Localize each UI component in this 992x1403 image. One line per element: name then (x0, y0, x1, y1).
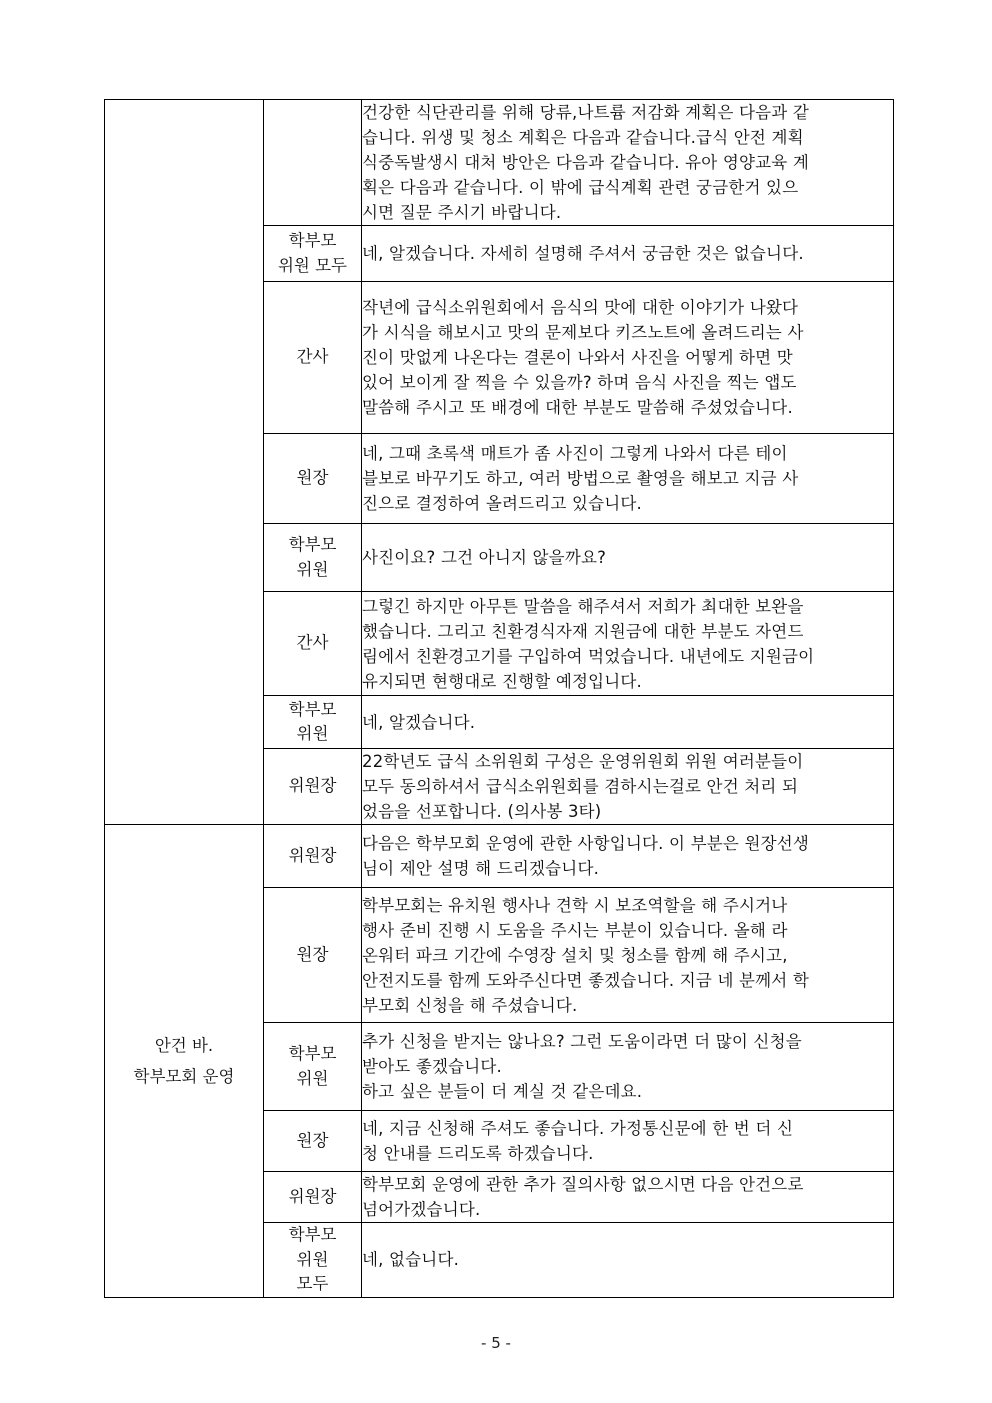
speech-line: 진이 맛없게 나온다는 결론이 나와서 사진을 어떻게 하면 맛 (362, 348, 793, 367)
speaker-cell (264, 1172, 362, 1223)
speech-cell (362, 696, 894, 749)
text-line: 위원 모두 (277, 255, 347, 275)
speech-line: 받아도 좋겠습니다. (362, 1057, 503, 1076)
text-line: 위원 (296, 724, 329, 743)
speech-line: 행사 준비 진행 시 도움을 주시는 부분이 있습니다. 올해 라 (362, 920, 788, 940)
speaker-cell (264, 1111, 362, 1172)
speaker-cell (264, 524, 362, 592)
speech-line: 림에서 친환경고기를 구입하여 먹었습니다. 내년에도 지원금이 (362, 646, 815, 666)
speaker-cell (264, 434, 362, 524)
text-line: 위원 (296, 1249, 329, 1269)
speech-line: 가 시식을 해보시고 맛의 문제보다 키즈노트에 올려드리는 사 (362, 323, 804, 342)
speech-cell (362, 1223, 894, 1298)
speaker-cell (264, 749, 362, 825)
speech-cell (362, 1111, 894, 1172)
speech-line: 진으로 결정하여 올려드리고 있습니다. (362, 494, 643, 513)
speech-line: 네, 알겠습니다. (362, 712, 476, 732)
speech-line: 다음은 학부모회 운영에 관한 사항입니다. 이 부분은 원장선생 (362, 834, 810, 853)
speech-line: 학부모회 운영에 관한 추가 질의사항 없으시면 다음 안건으로 (362, 1175, 804, 1194)
text-line: 위원장 (288, 845, 337, 865)
speech-cell (362, 888, 894, 1023)
meeting-minutes-table (104, 99, 894, 1298)
speech-line: 시면 질문 주시기 바랍니다. (362, 203, 562, 222)
speaker-cell (264, 226, 362, 282)
speech-line: 22학년도 급식 소위원회 구성은 운영위원회 위원 여러분들이 (362, 752, 804, 771)
speech-cell (362, 825, 894, 888)
speech-line: 네, 알겠습니다. 자세히 설명해 주셔서 궁금한 것은 없습니다. (362, 244, 804, 263)
speech-cell (362, 434, 894, 524)
text-line: 학부모 (288, 699, 337, 719)
speaker-cell (264, 592, 362, 696)
speech-line: 학부모회는 유치원 행사나 견학 시 보조역할을 해 주시거나 (362, 895, 788, 915)
speech-line: 네, 그때 초록색 매트가 좀 사진이 그렇게 나와서 다른 테이 (362, 444, 788, 463)
speech-line: 작년에 급식소위원회에서 음식의 맛에 대한 이야기가 나왔다 (362, 298, 799, 317)
speech-line: 었음을 선포합니다. (의사봉 3타) (362, 802, 602, 821)
text-line: 위원 (296, 1068, 329, 1088)
speaker-cell (264, 282, 362, 434)
text-line: 원장 (296, 1130, 329, 1150)
speaker-cell (264, 1223, 362, 1298)
speech-line: 네, 지금 신청해 주셔도 좋습니다. 가정통신문에 한 번 더 신 (362, 1119, 794, 1138)
speech-line: 추가 신청을 받지는 않나요? 그런 도움이라면 더 많이 신청을 (362, 1032, 802, 1051)
speech-line: 하고 싶은 분들이 더 계실 것 같은데요. (362, 1082, 643, 1101)
speech-line: 있어 보이게 잘 찍을 수 있을까? 하며 음식 사진을 찍는 앱도 (362, 373, 797, 392)
speaker-cell (264, 1023, 362, 1111)
text-line: 원장 (296, 944, 329, 964)
table-row (105, 825, 894, 888)
speech-line: 넘어가겠습니다. (362, 1200, 481, 1219)
speech-line: 온워터 파크 기간에 수영장 설치 및 청소를 함께 해 주시고, (362, 945, 788, 965)
speech-line: 청 안내를 드리도록 하겠습니다. (362, 1144, 594, 1163)
speech-line: 했습니다. 그리고 친환경식자재 지원금에 대한 부분도 자연드 (362, 621, 804, 641)
text-line: 학부모회 운영 (133, 1066, 235, 1086)
speech-cell (362, 226, 894, 282)
text-line: 위원장 (288, 776, 337, 796)
speech-line: 님이 제안 설명 해 드리겠습니다. (362, 859, 600, 878)
page-number: - 5 - (481, 1334, 511, 1352)
speech-line: 유지되면 현행대로 진행할 예정입니다. (362, 671, 643, 691)
speaker-cell (264, 825, 362, 888)
speech-line: 모두 동의하셔서 급식소위원회를 겸하시는걸로 안건 처리 되 (362, 777, 799, 796)
speech-line: 습니다. 위생 및 청소 계획은 다음과 같습니다.급식 안전 계획 (362, 128, 804, 147)
speech-line: 블보로 바꾸기도 하고, 여러 방법으로 촬영을 해보고 지금 사 (362, 469, 799, 488)
text-line: 안건 바. (154, 1035, 214, 1055)
speech-line: 말씀해 주시고 또 배경에 대한 부분도 말씀해 주셨었습니다. (362, 398, 793, 417)
minutes-table-body (105, 100, 894, 1298)
speech-line: 그렇긴 하지만 아무튼 말씀을 해주셔서 저희가 최대한 보완을 (362, 596, 804, 616)
speech-line: 식중독발생시 대처 방안은 다음과 같습니다. 유아 영양교육 계 (362, 153, 810, 172)
text-line: 원장 (296, 468, 329, 488)
speaker-cell (264, 100, 362, 226)
text-line: 간사 (296, 633, 329, 653)
speech-cell (362, 524, 894, 592)
speech-line: 부모회 신청을 해 주셨습니다. (362, 995, 578, 1015)
table-row (105, 100, 894, 226)
speech-cell (362, 1023, 894, 1111)
speech-cell (362, 282, 894, 434)
text-line: 위원장 (288, 1186, 337, 1206)
text-line: 학부모 (288, 1044, 337, 1063)
speech-cell (362, 749, 894, 825)
speaker-cell (264, 888, 362, 1023)
text-line: 위원 (296, 559, 329, 579)
text-line: 간사 (296, 347, 329, 367)
speech-line: 안전지도를 함께 도와주신다면 좋겠습니다. 지금 네 분께서 학 (362, 970, 810, 990)
speaker-cell (264, 696, 362, 749)
agenda-item-cell (105, 100, 264, 825)
speech-line: 사진이요? 그건 아니지 않을까요? (362, 548, 607, 567)
speech-line: 획은 다음과 같습니다. 이 밖에 급식계획 관련 궁금한거 있으 (362, 178, 799, 197)
text-line: 학부모 (288, 231, 337, 250)
agenda-item-cell (105, 825, 264, 1298)
speech-line: 네, 없습니다. (362, 1250, 460, 1270)
text-line: 학부모 (288, 535, 337, 554)
speech-cell (362, 100, 894, 226)
text-line: 학부모 (288, 1225, 337, 1244)
speech-cell (362, 1172, 894, 1223)
text-line: 모두 (296, 1274, 329, 1293)
speech-line: 건강한 식단관리를 위해 당류,나트륨 저감화 계획은 다음과 같 (362, 103, 810, 122)
speech-cell (362, 592, 894, 696)
